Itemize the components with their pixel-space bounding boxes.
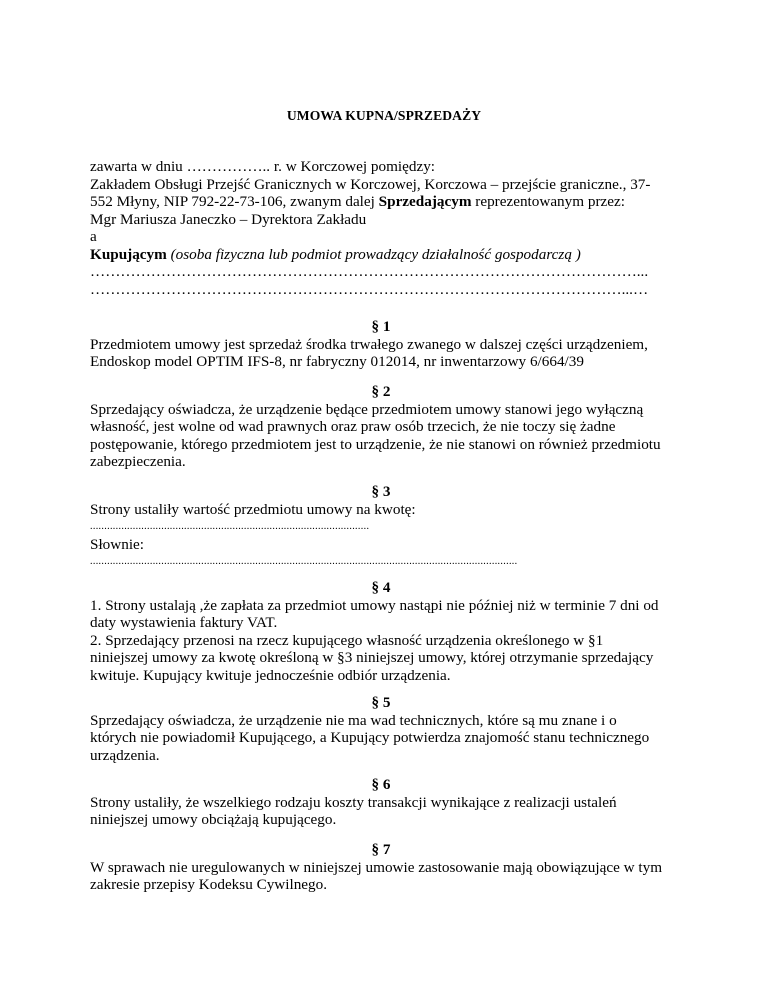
intro-date-line: zawarta w dniu …………….. r. w Korczowej pomiędzy:	[90, 158, 436, 175]
amount-blank-line: ..................................................................................................	[90, 521, 370, 532]
seller-address-line	[90, 193, 690, 211]
section-5	[90, 694, 690, 764]
section-2-line-3: postępowanie, którego przedmiotem jest to urządzenie, że nie stanowi on również przedmiotu	[90, 435, 661, 453]
amount-words-blank-line: ......................................................................................................................................................	[90, 556, 518, 567]
section-3-line-1: Strony ustaliły wartość przedmiotu umowy na kwotę:	[90, 500, 416, 518]
seller-address-text: 552 Młyny, NIP 792-22-73-106, zwanym dalej	[90, 193, 379, 210]
buyer-blank-line-2: ……………………………………………………………………………………………...…	[90, 280, 649, 298]
section-4-heading: § 4	[371, 579, 391, 596]
section-3-words-label: Słownie:	[90, 535, 145, 553]
buyer-role-label: Kupującym	[90, 245, 167, 263]
seller-name-line: Zakładem Obsługi Przejść Granicznych w Korczowej, Korczowa – przejście graniczne., 37-	[90, 175, 651, 193]
buyer-description: (osoba fizyczna lub podmiot prowadzący działalność gospodarczą )	[166, 245, 581, 263]
section-5-line-1: Sprzedający oświadcza, że urządzenie nie ma wad technicznych, które są mu znane i o	[90, 711, 617, 729]
section-4-line-4: niniejszej umowy za kwotę określoną w §3 niniejszej umowy, której otrzymanie sprzedający	[90, 649, 654, 666]
section-2-line-1: Sprzedający oświadcza, że urządzenie będące przedmiotem umowy stanowi jego wyłączną	[90, 400, 644, 418]
section-1-line-2: Endoskop model OPTIM IFS-8, nr fabryczny 012014, nr inwentarzowy 6/664/39	[90, 353, 584, 370]
section-7-heading: § 7	[371, 841, 391, 858]
section-3	[90, 483, 690, 571]
section-2	[90, 383, 690, 471]
seller-represented-text: reprezentowanym przez:	[471, 193, 625, 210]
section-4-line-3: 2. Sprzedający przenosi na rzecz kupującego własność urządzenia określonego w §1	[90, 631, 604, 649]
section-2-line-4: zabezpieczenia.	[90, 453, 186, 470]
section-6-line-2: niniejszej umowy obciążają kupującego.	[90, 811, 337, 828]
section-4-line-2: daty wystawienia faktury VAT.	[90, 614, 278, 631]
seller-role-label: Sprzedającym	[378, 193, 472, 210]
section-5-line-2: których nie powiadomił Kupującego, a Kupujący potwierdza znajomość stanu technicznego	[90, 729, 650, 746]
section-4-line-1: 1. Strony ustalają ,że zapłata za przedmiot umowy nastąpi nie później niż w terminie 7 dni od	[90, 596, 659, 614]
section-6-heading: § 6	[371, 776, 391, 793]
buyer-blank-line-1: ………………………………………………………………………………………………...	[90, 263, 649, 280]
section-4-line-5: kwituje. Kupujący kwituje jednocześnie odbiór urządzenia.	[90, 666, 451, 684]
buyer-line	[90, 246, 690, 264]
section-2-heading: § 2	[371, 383, 391, 400]
section-1	[90, 318, 690, 371]
section-5-line-3: urządzenia.	[90, 746, 160, 764]
section-1-heading: § 1	[371, 318, 391, 335]
section-2-line-2: własność, jest wolne od wad prawnych oraz praw osób trzecich, że nie toczy się żadne	[90, 418, 616, 435]
parties-section	[90, 158, 690, 298]
section-6-line-1: Strony ustaliły, że wszelkiego rodzaju koszty transakcji wynikające z realizacji ustaleń	[90, 793, 617, 811]
section-1-line-1: Przedmiotem umowy jest sprzedaż środka trwałego zwanego w dalszej części urządzeniem,	[90, 335, 648, 353]
section-6	[90, 776, 690, 829]
section-5-heading: § 5	[371, 694, 391, 711]
section-7	[90, 841, 690, 894]
section-3-heading: § 3	[371, 483, 391, 500]
seller-representative-line: Mgr Mariusza Janeczko – Dyrektora Zakładu	[90, 210, 367, 228]
section-7-line-1: W sprawach nie uregulowanych w niniejszej umowie zastosowanie mają obowiązujące w tym	[90, 858, 663, 876]
conjunction-line: a	[90, 228, 97, 245]
section-7-line-2: zakresie przepisy Kodeksu Cywilnego.	[90, 876, 328, 893]
document-title: UMOWA KUPNA/SPRZEDAŻY	[286, 108, 482, 123]
section-4	[90, 579, 690, 684]
